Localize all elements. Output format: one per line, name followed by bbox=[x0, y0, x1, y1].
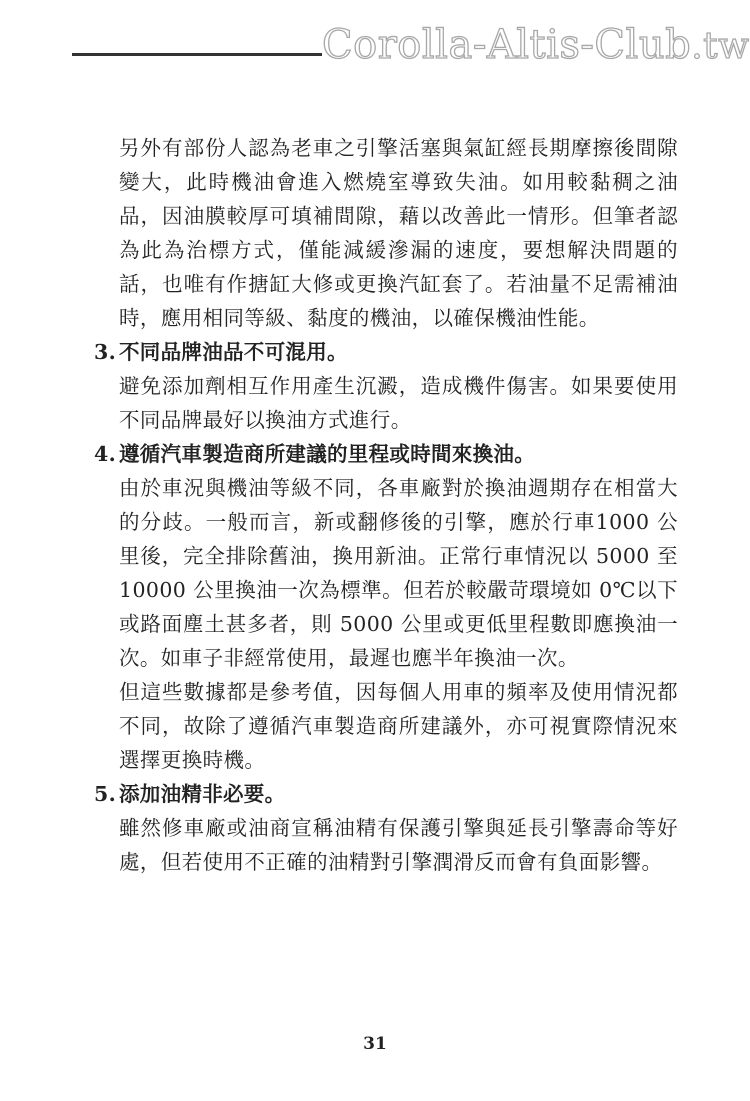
item-5-paragraph: 雖然修車廠或油商宣稱油精有保護引擎與延長引擎壽命等好處，但若使用不正確的油精對引擎潤滑反而會有負面影響。 bbox=[119, 816, 678, 874]
item-number: 5. bbox=[94, 782, 117, 806]
item-number: 3. bbox=[94, 340, 117, 364]
item-3-heading bbox=[88, 335, 678, 369]
item-number: 4. bbox=[94, 442, 117, 466]
item-heading: 不同品牌油品不可混用。 bbox=[119, 340, 348, 364]
item-4-paragraph-1: 由於車況與機油等級不同，各車廠對於換油週期存在相當大的分歧。一般而言，新或翻修後的引擎，應於行車1000 公里後，完全排除舊油，換用新油。正常行車情況以 5000 至 10000 公里換油一次為標準。但若於較嚴苛環境如 0℃以下或路面塵土甚多者，則 5000 公里或更低里程數即應換油一次。如車子非經常使用，最遲也應半年換油一次。 bbox=[119, 476, 678, 670]
intro-paragraph: 另外有部份人認為老車之引擎活塞與氣缸經長期摩擦後間隙變大，此時機油會進入燃燒室導致失油。如用較黏稠之油品，因油膜較厚可填補間隙，藉以改善此一情形。但筆者認為此為治標方式，僅能減緩滲漏的速度，要想解決問題的話，也唯有作搪缸大修或更換汽缸套了。若油量不足需補油時，應用相同等級、黏度的機油，以確保機油性能。 bbox=[119, 136, 678, 330]
page-content bbox=[88, 131, 678, 879]
item-heading: 遵循汽車製造商所建議的里程或時間來換油。 bbox=[119, 442, 535, 466]
item-4-heading bbox=[88, 437, 678, 471]
item-heading: 添加油精非必要。 bbox=[119, 782, 286, 806]
item-5-heading bbox=[88, 777, 678, 811]
watermark-main: Corolla-Altis-Club bbox=[322, 22, 692, 68]
page-number: 31 bbox=[363, 1034, 387, 1054]
watermark-tld: .tw bbox=[691, 26, 750, 67]
item-3-paragraph: 避免添加劑相互作用產生沉澱，造成機件傷害。如果要使用不同品牌最好以換油方式進行。 bbox=[119, 374, 678, 432]
watermark bbox=[322, 20, 750, 72]
item-4-paragraph-2: 但這些數據都是參考值，因每個人用車的頻率及使用情況都不同，故除了遵循汽車製造商所建議外，亦可視實際情況來選擇更換時機。 bbox=[119, 680, 678, 772]
